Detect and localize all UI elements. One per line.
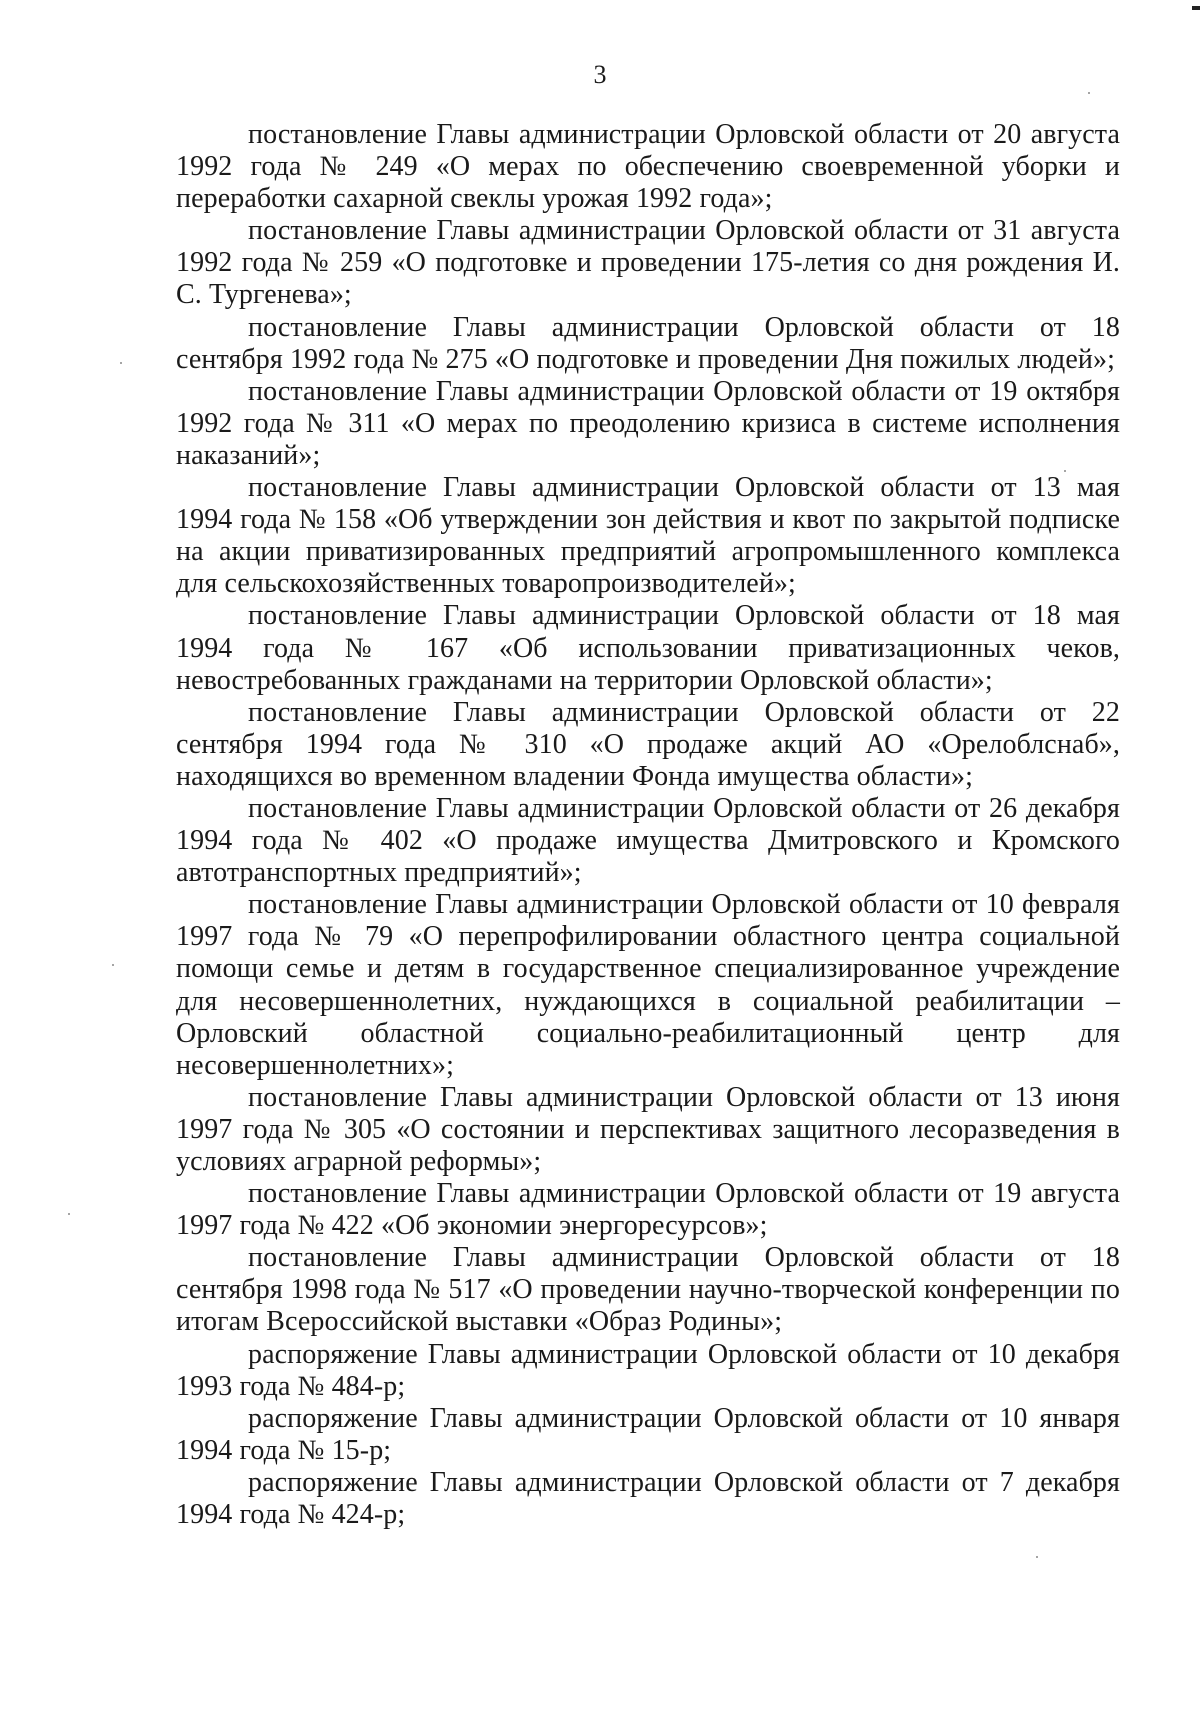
list-item: распоряжение Главы администрации Орловской области от 10 января 1994 года № 15-р; (176, 1402, 1120, 1466)
scan-speck (120, 362, 122, 364)
list-item: распоряжение Главы администрации Орловской области от 7 декабря 1994 года № 424-р; (176, 1466, 1120, 1531)
list-item: постановление Главы администрации Орловской области от 10 февраля 1997 года № 79 «О перепрофилировании областного центра социальной помощи семье и детям в государственное специализированное учреждение для несовершеннолетних, нуждающихся в социальной реабилитации – Орловский областной социально-реабилитационный центр для несовершеннолетних»; (176, 889, 1120, 1081)
list-item: постановление Главы администрации Орловской области от 31 августа 1992 года № 259 «О подготовке и проведении 175-летия со дня рождения И. С. Тургенева»; (176, 215, 1120, 311)
scan-speck (112, 964, 114, 966)
list-item: постановление Главы администрации Орловской области от 18 мая 1994 года № 167 «Об использовании приватизационных чеков, невостребованных гражданами на территории Орловской области»; (176, 600, 1120, 696)
list-item: постановление Главы администрации Орловской области от 22 сентября 1994 года № 310 «О продаже акций АО «Орелоблснаб», находящихся во временном владении Фонда имущества области»; (176, 696, 1120, 792)
document-body (176, 119, 1120, 1531)
list-item: постановление Главы администрации Орловской области от 26 декабря 1994 года № 402 «О продаже имущества Дмитровского и Кромского автотранспортных предприятий»; (176, 792, 1120, 889)
scan-speck (68, 1213, 70, 1215)
scan-speck (1036, 1556, 1038, 1558)
list-item: распоряжение Главы администрации Орловской области от 10 декабря 1993 года № 484-р; (176, 1338, 1120, 1402)
scan-speck (1088, 92, 1090, 94)
list-item: постановление Главы администрации Орловской области от 19 августа 1997 года № 422 «Об экономии энергоресурсов»; (176, 1178, 1120, 1242)
list-item: постановление Главы администрации Орловской области от 18 сентября 1992 года № 275 «О подготовке и проведении Дня пожилых людей»; (176, 311, 1120, 375)
list-item: постановление Главы администрации Орловской области от 19 октября 1992 года № 311 «О мерах по преодолению кризиса в системе исполнения наказаний»; (176, 375, 1120, 471)
scan-edge-mark (1192, 6, 1200, 10)
page-number: 3 (593, 60, 607, 89)
list-item: постановление Главы администрации Орловской области от 18 сентября 1998 года № 517 «О проведении научно-творческой конференции по итогам Всероссийской выставки «Образ Родины»; (176, 1242, 1120, 1338)
list-item: постановление Главы администрации Орловской области от 20 августа 1992 года № 249 «О мерах по обеспечению своевременной уборки и переработки сахарной свеклы урожая 1992 года»; (176, 119, 1120, 215)
list-item: постановление Главы администрации Орловской области от 13 мая 1994 года № 158 «Об утверждении зон действия и квот по закрытой подписке на акции приватизированных предприятий агропромышленного комплекса для сельскохозяйственных товаропроизводителей»; (176, 472, 1120, 600)
list-item: постановление Главы администрации Орловской области от 13 июня 1997 года № 305 «О состоянии и перспективах защитного лесоразведения в условиях аграрной реформы»; (176, 1081, 1120, 1177)
